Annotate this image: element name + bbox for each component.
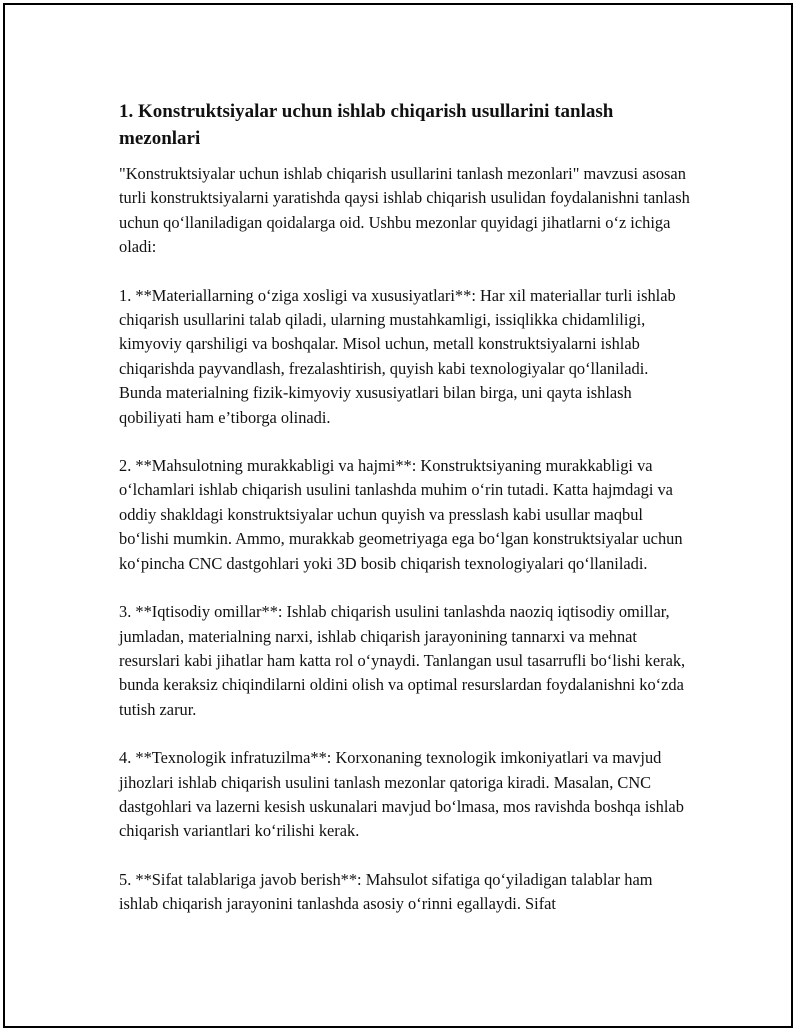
document-body — [119, 98, 691, 917]
document-title: 1. Konstruktsiyalar uchun ishlab chiqarish usullarini tanlash mezonlari — [119, 101, 614, 149]
criterion-paragraph-3: 3. **Iqtisodiy omillar**: Ishlab chiqarish usulini tanlashda naoziq iqtisodiy omillar, jumladan, materialning narxi, ishlab chiqarish jarayonining tannarxi va mehnat resurslari kabi jihatlar ham katta rol o‘ynaydi. Tanlangan usul tasarrufli bo‘lishi kerak, bunda keraksiz chiqindilarni oldini olish va optimal resurslardan foydalanishni ko‘zda tutish zarur. — [119, 602, 686, 719]
criterion-paragraph-1: 1. **Materiallarning o‘ziga xosligi va xususiyatlari**: Har xil materiallar turli ishlab chiqarish usullarini talab qiladi, ularning mustahkamligi, issiqlikka chidamliligi, kimyoviy qarshiligi va boshqalar. Misol uchun, metall konstruktsiyalarni ishlab chiqarishda payvandlash, frezalashtirish, quyish kabi texnologiyalar qo‘llaniladi. Bunda materialning fizik-kimyoviy xususiyatlari bilan birga, uni qayta ishlash qobiliyati ham e’tiborga olinadi. — [119, 285, 676, 427]
criterion-paragraph-4: 4. **Texnologik infratuzilma**: Korxonaning texnologik imkoniyatlari va mavjud jihozlari ishlab chiqarish usulini tanlash mezonlar qatoriga kiradi. Masalan, CNC dastgohlari va lazerni kesish uskunalari mavjud bo‘lmasa, mos ravishda boshqa ishlab chiqarish variantlari ko‘rilishi kerak. — [119, 748, 684, 841]
criterion-paragraph-2: 2. **Mahsulotning murakkabligi va hajmi**: Konstruktsiyaning murakkabligi va o‘lchamlari ishlab chiqarish usulini tanlashda muhim o‘rin tutadi. Katta hajmdagi va oddiy shakldagi konstruktsiyalar uchun quyish va presslash kabi usullar maqbul bo‘lishi mumkin. Ammo, murakkab geometriyaga ega bo‘lgan konstruktsiyalar uchun ko‘pincha CNC dastgohlari yoki 3D bosib chiqarish texnologiyalari qo‘llaniladi. — [119, 456, 683, 573]
document-page — [3, 3, 793, 1028]
intro-paragraph: "Konstruktsiyalar uchun ishlab chiqarish usullarini tanlash mezonlari" mavzusi asosan turli konstruktsiyalarni yaratishda qaysi ishlab chiqarish usulidan foydalanishni tanlash uchun qo‘llaniladigan qoidalarga oid. Ushbu mezonlar quyidagi jihatlarni o‘z ichiga oladi: — [119, 164, 690, 257]
criterion-paragraph-5: 5. **Sifat talablariga javob berish**: Mahsulot sifatiga qo‘yiladigan talablar ham ishlab chiqarish jarayonini tanlashda asosiy o‘rinni egallaydi. Sifat — [119, 869, 653, 914]
